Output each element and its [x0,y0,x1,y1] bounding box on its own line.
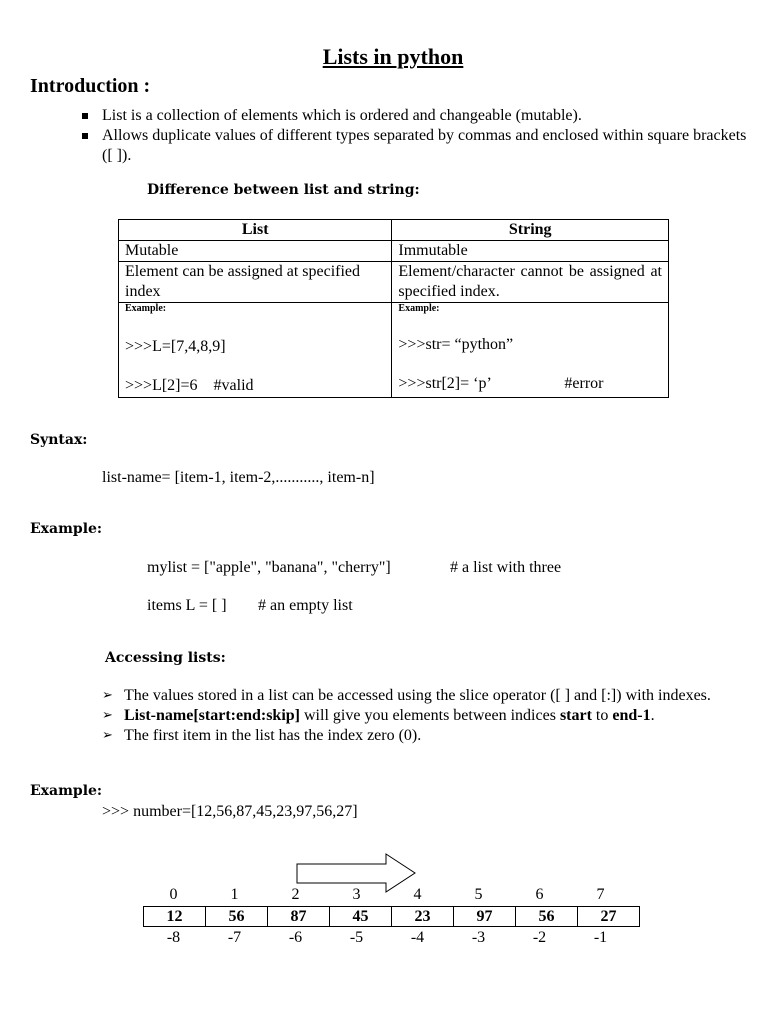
index-label: 5 [474,886,483,903]
page-title: Lists in python [322,44,464,69]
index-label: -7 [227,929,242,946]
index-label: 7 [596,886,605,903]
list-values-table [143,906,640,927]
list-item: Allows duplicate values of different types separated by commas and enclosed within square brackets ([ ]). [80,126,750,166]
code-line: >>>L[2]=6 #valid [125,377,254,394]
positive-index-row [143,885,631,904]
table-row [143,928,631,947]
index-label: 4 [413,886,422,903]
index-label: -1 [593,929,608,946]
list-item: ➢ List-name[start:end:skip] will give you elements between indices start to end-1. [102,707,655,724]
code-line: >>>str= “python” [398,336,514,353]
negative-index-row [143,928,631,947]
intro-bullet-list [80,106,750,166]
example-heading: Example: [30,521,103,537]
syntax-line: list-name= [item-1, item-2,..........., item-n] [102,469,375,486]
value-cell: 45 [330,907,392,927]
example-label: Example: [398,303,440,314]
index-label: 2 [291,886,300,903]
code-comment: # an empty list [258,597,353,614]
table-cell: Element can be assigned at specified index [119,262,392,303]
value-cell: 87 [268,907,330,927]
value-cell: 23 [392,907,454,927]
example-label: Example: [125,303,167,314]
table-row [119,303,669,398]
table-row [119,220,669,241]
arrowhead-bullet-icon: ➢ [102,688,113,703]
list-item: ➢ The first item in the list has the index zero (0). [102,727,422,744]
code-line: items L = [ ] [147,597,227,614]
value-cell: 12 [144,907,206,927]
syntax-heading: Syntax: [30,432,88,448]
index-label: -2 [532,929,547,946]
table-row [143,885,631,904]
table-row [119,262,669,303]
square-bullet-icon [82,113,88,119]
table-cell: Mutable [119,241,392,262]
code-line: >>>str[2]= ‘p’ [398,375,492,392]
list-item: List is a collection of elements which is ordered and changeable (mutable). [80,106,750,126]
index-label: 3 [352,886,361,903]
square-bullet-icon [82,133,88,139]
code-line: >>>L=[7,4,8,9] [125,338,226,355]
value-cell: 97 [454,907,516,927]
index-label: -6 [288,929,303,946]
table-header-list: List [119,220,392,241]
arrowhead-bullet-icon: ➢ [102,708,113,723]
index-label: -4 [410,929,425,946]
value-cell: 27 [578,907,640,927]
value-cell: 56 [206,907,268,927]
table-row [119,241,669,262]
example-heading: Example: [30,783,103,799]
table-cell: Element/character cannot be assigned at specified index. [392,262,669,303]
value-cell: 56 [516,907,578,927]
index-label: -3 [471,929,486,946]
code-comment: # a list with three [450,559,562,576]
comparison-table [118,219,669,398]
code-line: >>> number=[12,56,87,45,23,97,56,27] [102,803,358,820]
table-row [144,907,640,927]
list-item: ➢ The values stored in a list can be accessed using the slice operator ([ ] and [:]) with indexes. [102,687,711,704]
index-label: 0 [169,886,178,903]
index-label: 1 [230,886,239,903]
index-label: -5 [349,929,364,946]
intro-heading: Introduction : [30,75,151,97]
code-comment: #error [564,375,604,392]
table-cell-string-example [392,303,669,398]
accessing-bullet-list [102,686,752,746]
arrowhead-bullet-icon: ➢ [102,728,113,743]
code-line: mylist = ["apple", "banana", "cherry"] [147,559,391,576]
table-cell: Immutable [392,241,669,262]
accessing-heading: Accessing lists: [105,650,226,666]
table-cell-list-example [119,303,392,398]
index-label: 6 [535,886,544,903]
table-header-string: String [392,220,669,241]
index-label: -8 [166,929,181,946]
difference-heading: Difference between list and string: [147,182,420,198]
